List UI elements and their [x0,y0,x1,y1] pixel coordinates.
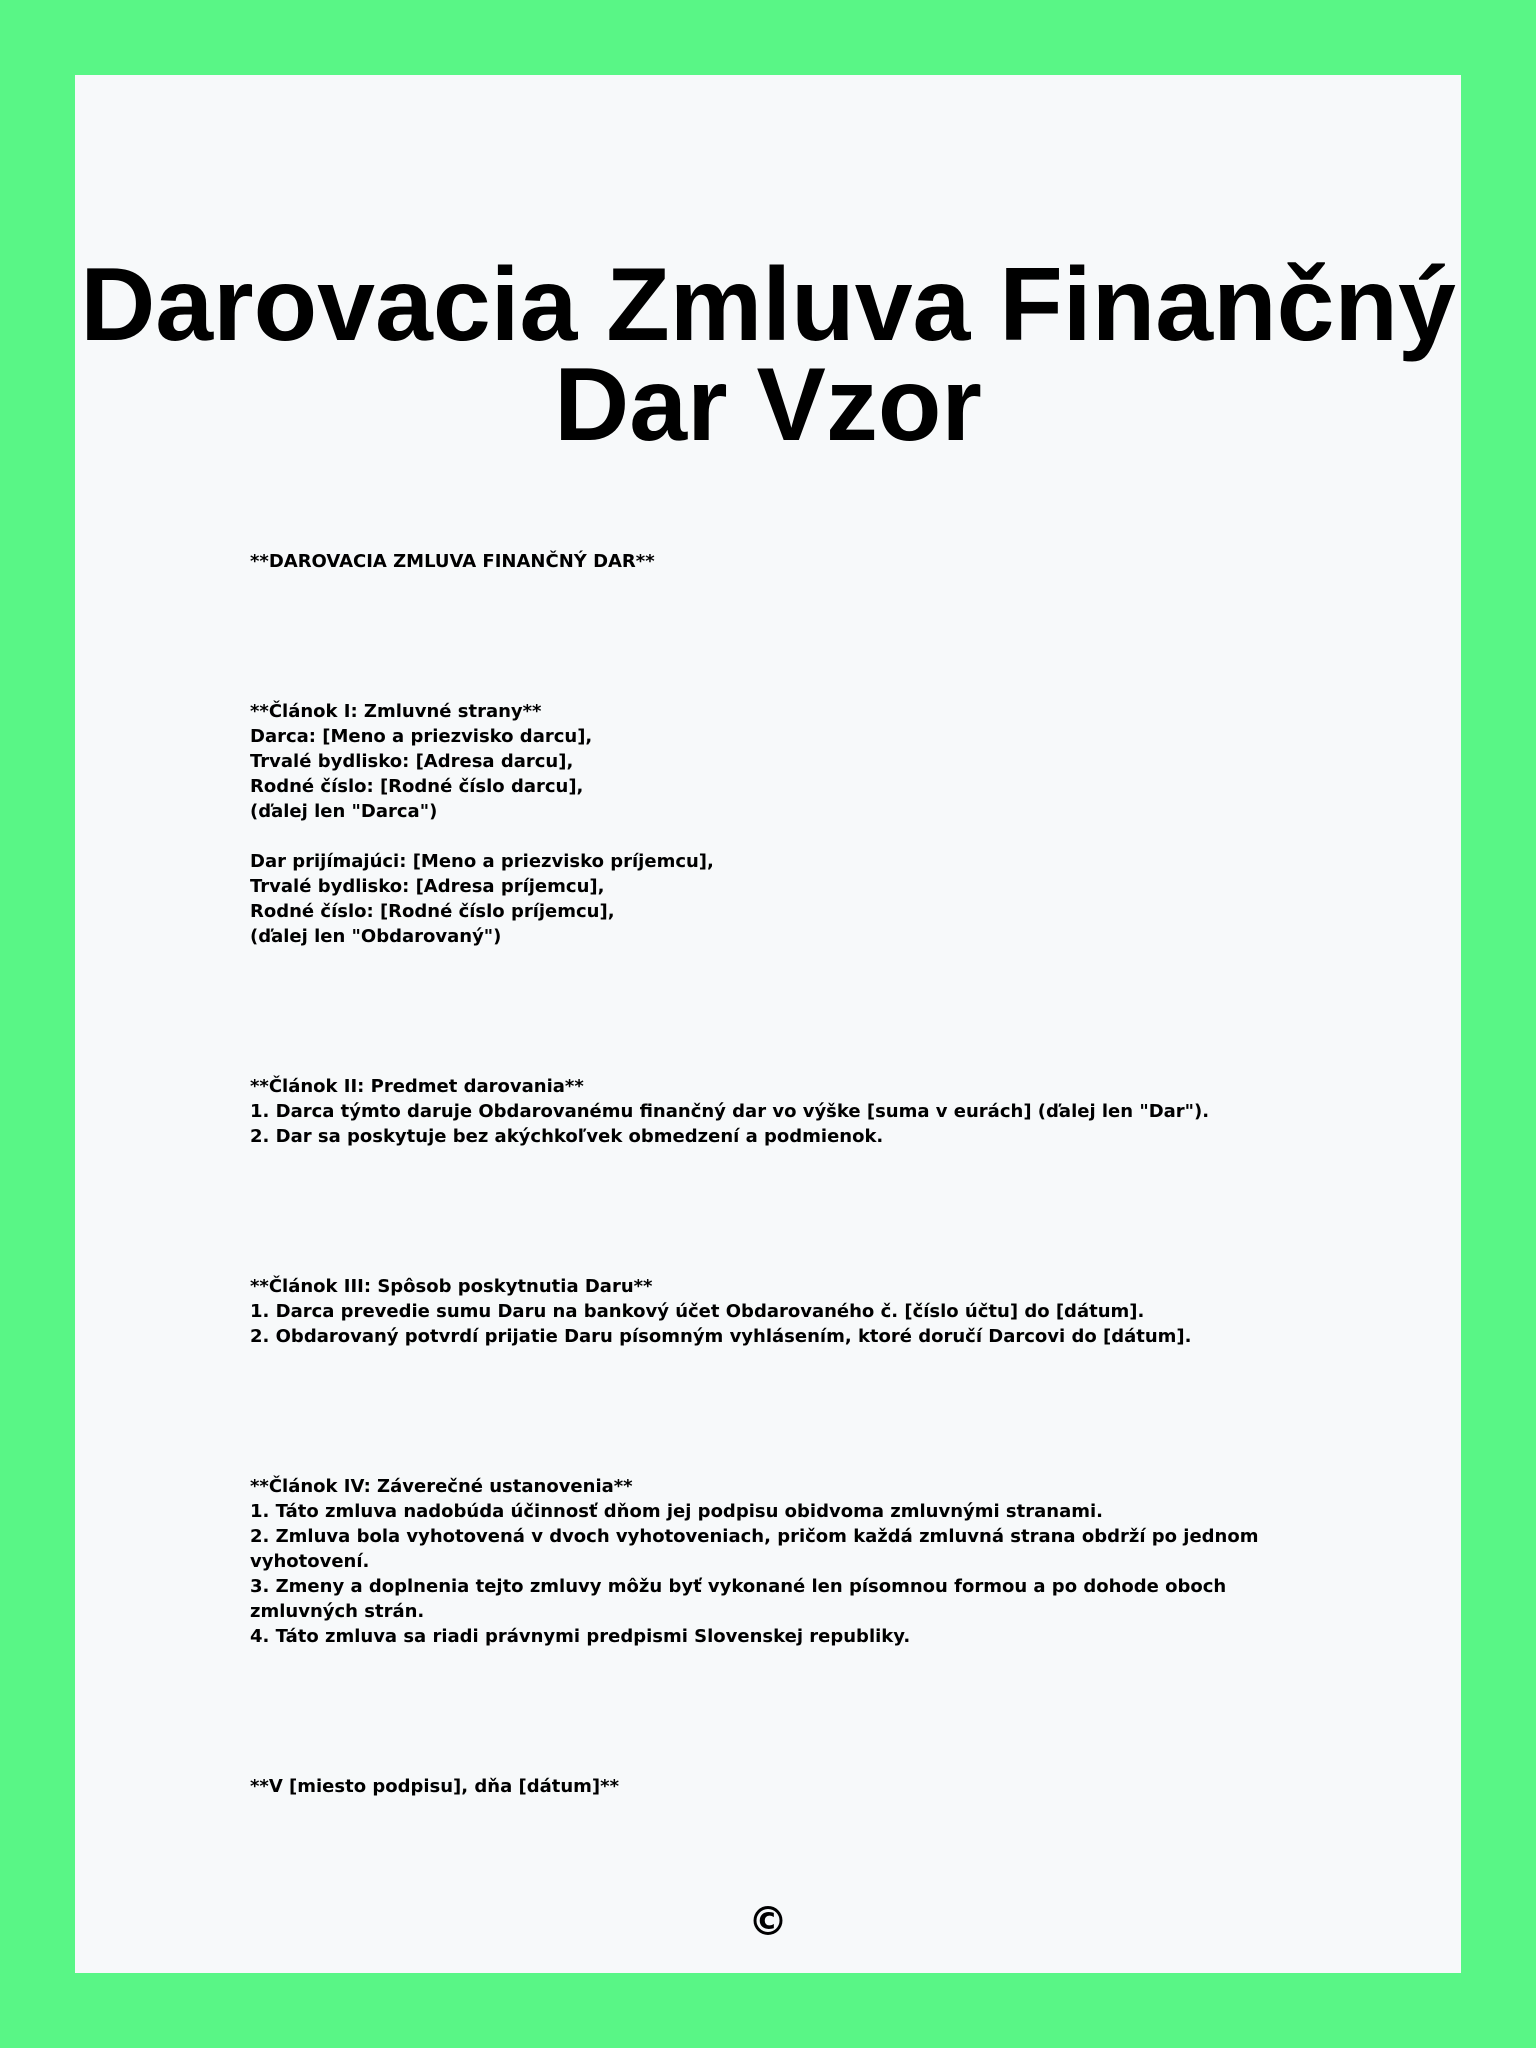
article-1-heading: **Článok I: Zmluvné strany** [250,701,542,722]
recipient-alias-line: (ďalej len "Obdarovaný") [250,926,502,947]
article-2 [250,1074,1330,1149]
recipient-name-line: Dar prijímajúci: [Meno a priezvisko príjemcu], [250,851,714,872]
article-4-line-3: 3. Zmeny a doplnenia tejto zmluvy môžu byť vykonané len písomnou formou a po dohode oboch zmluvných strán. [250,1576,1227,1622]
donor-name-line: Darca: [Meno a priezvisko darcu], [250,726,593,747]
recipient-address-line: Trvalé bydlisko: [Adresa príjemcu], [250,876,605,897]
contract-heading-text: **DAROVACIA ZMLUVA FINANČNÝ DAR** [250,551,655,572]
article-4-line-2: 2. Zmluva bola vyhotovená v dvoch vyhotoveniach, pričom každá zmluvná strana obdrží po jednom vyhotovení. [250,1526,1259,1572]
article-4-heading: **Článok IV: Záverečné ustanovenia** [250,1476,633,1497]
donor-address-line: Trvalé bydlisko: [Adresa darcu], [250,751,574,772]
article-4-line-1: 1. Táto zmluva nadobúda účinnosť dňom jej podpisu obidvoma zmluvnými stranami. [250,1501,1103,1522]
document-page [75,75,1461,1973]
donor-alias-line: (ďalej len "Darca") [250,801,438,822]
signature-text: **V [miesto podpisu], dňa [dátum]** [250,1776,619,1797]
document-title: Darovacia Zmluva Finančný Dar Vzor [80,247,1456,463]
article-4 [250,1474,1330,1649]
article-2-line-2: 2. Dar sa poskytuje bez akýchkoľvek obmedzení a podmienok. [250,1126,884,1147]
article-3-heading: **Článok III: Spôsob poskytnutia Daru** [250,1276,653,1297]
article-3-line-1: 1. Darca prevedie sumu Daru na bankový účet Obdarovaného č. [číslo účtu] do [dátum]. [250,1301,1145,1322]
donor-id-line: Rodné číslo: [Rodné číslo darcu], [250,776,584,797]
article-1 [250,699,1330,949]
contract-heading [250,549,1330,574]
recipient-id-line: Rodné číslo: [Rodné číslo príjemcu], [250,901,615,922]
copyright-symbol: © [748,1899,788,1945]
article-2-line-1: 1. Darca týmto daruje Obdarovanému finančný dar vo výške [suma v eurách] (ďalej len "Dar"). [250,1101,1210,1122]
paragraph-gap [250,824,1330,849]
article-3-line-2: 2. Obdarovaný potvrdí prijatie Daru písomným vyhlásením, ktoré doručí Darcovi do [dátum]. [250,1326,1192,1347]
signature-line [250,1774,1330,1799]
article-3 [250,1274,1330,1349]
article-2-heading: **Článok II: Predmet darovania** [250,1076,584,1097]
article-4-line-4: 4. Táto zmluva sa riadi právnymi predpismi Slovenskej republiky. [250,1626,911,1647]
